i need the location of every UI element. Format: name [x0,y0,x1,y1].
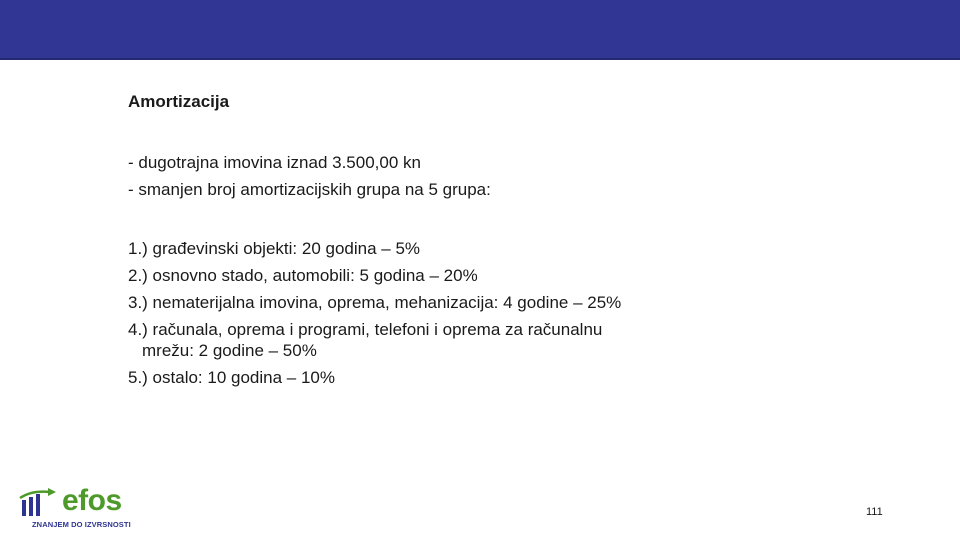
logo-bars-icon [18,486,66,520]
group-item-2: 2.) osnovno stado, automobili: 5 godina – 20% [128,266,478,285]
slide-heading: Amortizacija [128,92,230,111]
depreciation-groups-list [128,235,748,391]
bullet-item: - dugotrajna imovina iznad 3.500,00 kn [128,153,421,172]
bullet-list [128,149,491,203]
group-item-3: 3.) nematerijalna imovina, oprema, mehanizacija: 4 godine – 25% [128,293,622,312]
group-item-5: 5.) ostalo: 10 godina – 10% [128,368,335,387]
header-bar [0,0,960,60]
bullet-item: - smanjen broj amortizacijskih grupa na 5 grupa: [128,180,491,199]
group-item-4 [128,316,748,364]
group-item-4-line: 4.) računala, oprema i programi, telefoni i oprema za računalnu [128,320,603,339]
group-item-4-continuation: mrežu: 2 godine – 50% [142,341,317,360]
page-number: 111 [866,506,883,518]
logo-tagline: ZNANJEM DO IZVRSNOSTI [32,520,131,529]
group-item-1: 1.) građevinski objekti: 20 godina – 5% [128,239,421,258]
efos-logo [18,486,148,532]
logo-wordmark: efos [62,484,122,517]
